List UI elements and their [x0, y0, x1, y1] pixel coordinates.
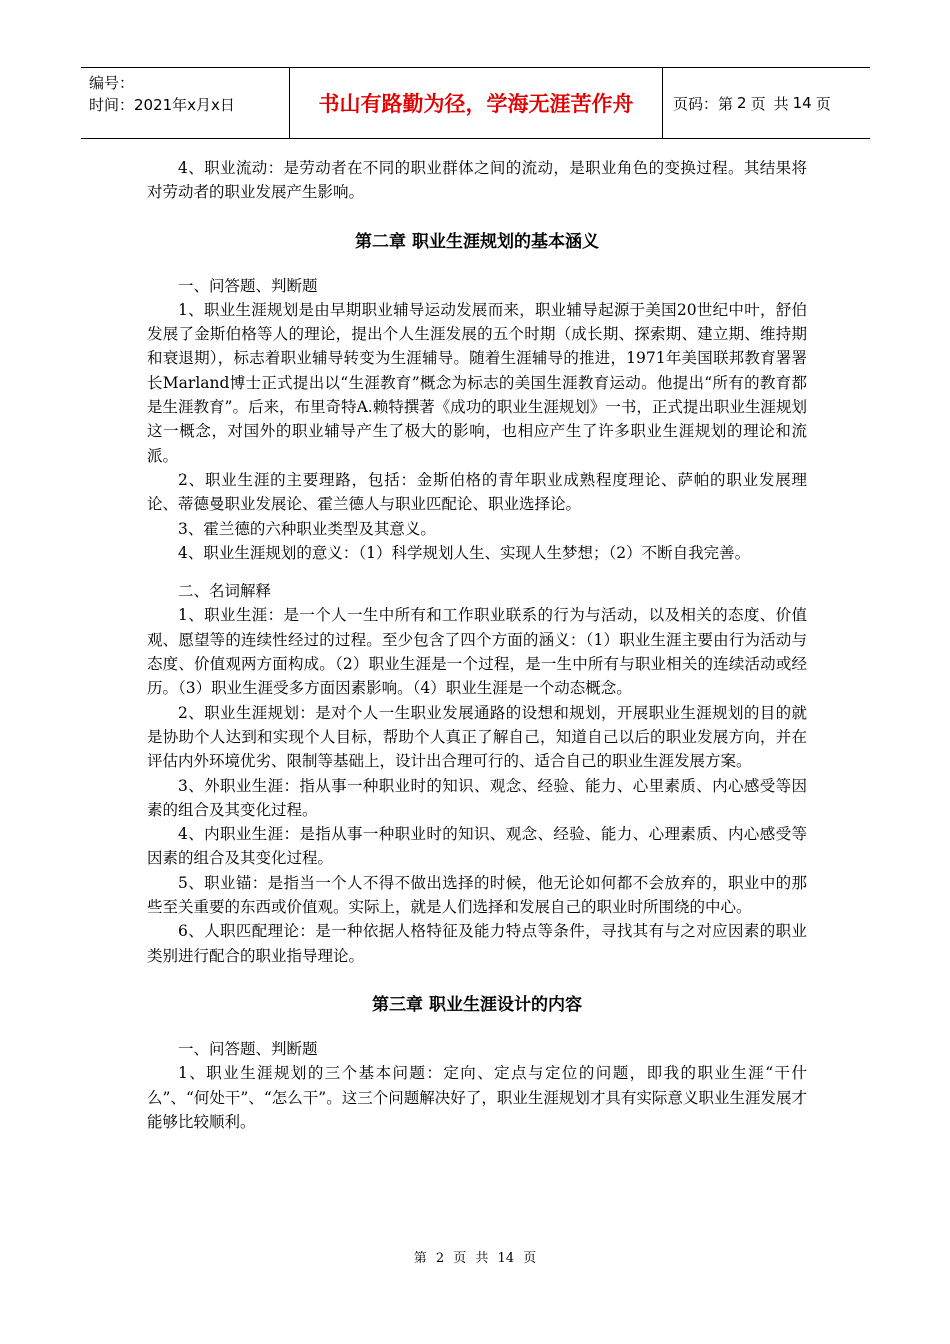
ch3-s1-paragraph: 1、职业生涯规划的三个基本问题：定向、定点与定位的问题，即我的职业生涯“干什么”、“何处干”、“怎么干”。这三个问题解决好了，职业生涯规划才具有实际意义职业生涯发展才能够比较顺利。	[147, 1064, 807, 1131]
document-header	[81, 67, 870, 139]
header-page-total-prefix: 共	[773, 94, 789, 113]
chapter-3-title: 第三章 职业生涯设计的内容	[372, 994, 582, 1015]
ch2-s1-paragraph: 1、职业生涯规划是由早期职业辅导运动发展而来，职业辅导起源于美国20世纪中叶，舒伯发展了金斯伯格等人的理论，提出个人生涯发展的五个时期（成长期、探索期、建立期、维持期和衰退期），标志着职业辅导转变为生涯辅导。随着生涯辅导的推进，1971年美国联邦教育署署长Marland博士正式提出以“生涯教育”概念为标志的美国生涯教育运动。他提出“所有的教育都是生涯教育”。后来，布里奇特A.赖特撰著《成功的职业生涯规划》一书，正式提出职业生涯规划这一概念，对国外的职业辅导产生了极大的影响，也相应产生了许多职业生涯规划的理论和流派。	[147, 300, 807, 465]
header-meta-cell	[81, 68, 290, 138]
header-motto: 书山有路勤为径，学海无涯苦作舟	[290, 68, 663, 138]
ch2-s1-paragraph: 4、职业生涯规划的意义：（1）科学规划人生、实现人生梦想；（2）不断自我完善。	[178, 543, 751, 562]
document-body	[147, 156, 807, 1134]
header-page-mid: 页	[750, 94, 766, 113]
ch2-s2-paragraph: 4、内职业生涯：是指从事一种职业时的知识、观念、经验、能力、心理素质、内心感受等因素的组合及其变化过程。	[147, 825, 807, 868]
header-page-prefix: 页码：第	[673, 94, 734, 113]
header-page-suffix: 页	[815, 94, 831, 113]
ch2-s1-paragraph: 2、职业生涯的主要理路，包括：金斯伯格的青年职业成熟程度理论、萨帕的职业发展理论、蒂德曼职业发展论、霍兰德人与职业匹配论、职业选择论。	[147, 470, 807, 514]
chapter-2-title: 第二章 职业生涯规划的基本涵义	[355, 231, 599, 252]
ch2-s2-paragraph: 2、职业生涯规划：是对个人一生职业发展通路的设想和规划，开展职业生涯规划的目的就是协助个人达到和实现个人目标，帮助个人真正了解自己，知道自己以后的职业发展方向，并在评估内外环境优劣、限制等基础上，设计出合理可行的、适合自己的职业生涯发展方案。	[147, 703, 807, 771]
header-page-info	[663, 68, 870, 138]
header-number-label: 编号：	[89, 74, 135, 92]
ch2-section2-title: 二、名词解释	[178, 582, 272, 601]
ch2-s2-paragraph: 6、人职匹配理论：是一种依据人格特征及能力特点等条件，寻找其有与之对应因素的职业类别进行配合的职业指导理论。	[147, 922, 807, 965]
header-page-total: 14	[792, 94, 812, 112]
ch2-s2-paragraph: 3、外职业生涯：指从事一种职业时的知识、观念、经验、能力、心里素质、内心感受等因素的组合及其变化过程。	[147, 776, 807, 819]
ch2-s2-paragraph: 5、职业锚：是指当一个人不得不做出选择的时候，他无论如何都不会放弃的，职业中的那些至关重要的东西或价值观。实际上，就是人们选择和发展自己的职业时所围绕的中心。	[147, 873, 807, 917]
ch2-section1-title: 一、问答题、判断题	[178, 276, 318, 295]
header-time-label: 时间：2021年x月x日	[89, 96, 235, 114]
ch3-section1-title: 一、问答题、判断题	[178, 1039, 318, 1058]
page-footer: 第 2 页 共 14 页	[413, 1251, 537, 1266]
intro-paragraph: 4、职业流动：是劳动者在不同的职业群体之间的流动，是职业角色的变换过程。其结果将对劳动者的职业发展产生影响。	[147, 159, 807, 202]
header-page-num: 2	[737, 94, 747, 112]
ch2-s1-paragraph: 3、霍兰德的六种职业类型及其意义。	[178, 519, 436, 538]
ch2-s2-paragraph: 1、职业生涯：是一个人一生中所有和工作职业联系的行为与活动，以及相关的态度、价值观、愿望等的连续性经过的过程。至少包含了四个方面的涵义：（1）职业生涯主要由行为活动与态度、价值观两方面构成。（2）职业生涯是一个过程，是一生中所有与职业相关的连续活动或经历。（3）职业生涯受多方面因素影响。（4）职业生涯是一个动态概念。	[147, 606, 807, 698]
